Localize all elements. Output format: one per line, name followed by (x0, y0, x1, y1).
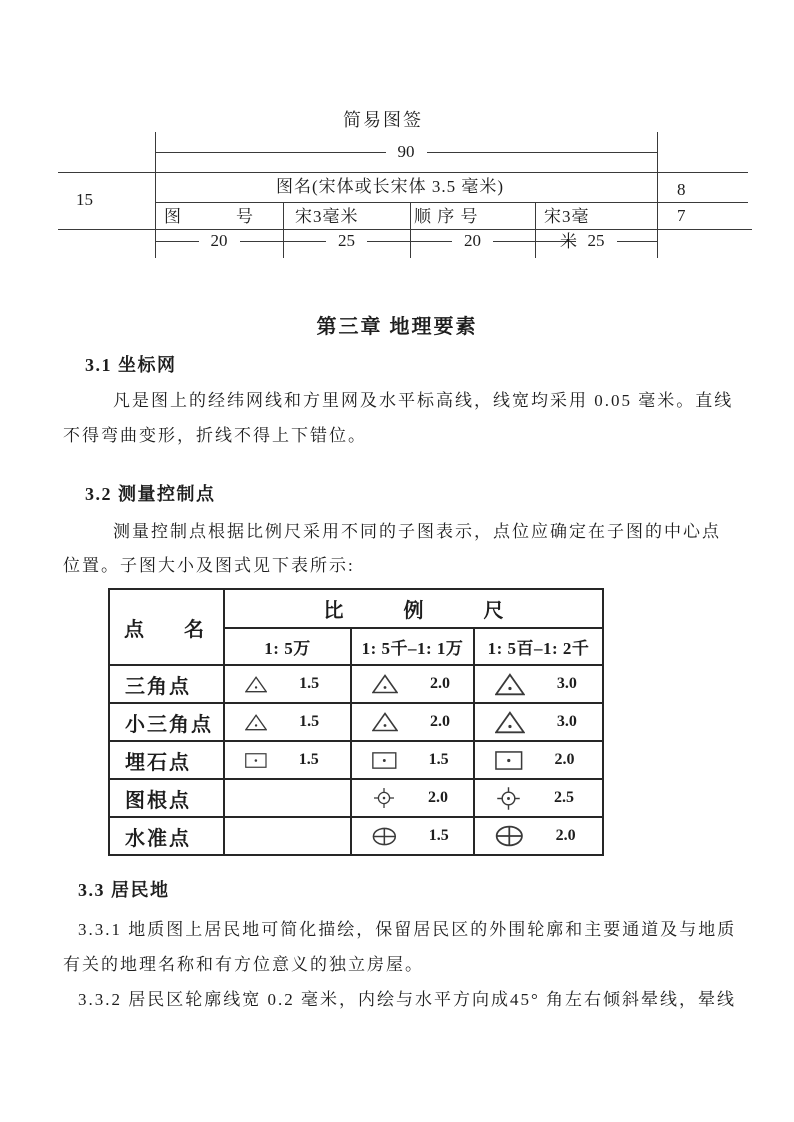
circle-cross-icon (495, 825, 524, 847)
symbol-size-value: 2.0 (428, 789, 448, 806)
symbol-with-size (372, 751, 473, 769)
symbol-with-size (245, 675, 350, 693)
square-dot-icon (372, 752, 397, 769)
symbol-with-size (245, 713, 350, 731)
symbol-with-size (495, 751, 602, 770)
symbol-with-size (372, 786, 473, 810)
sequence-number-cell: 顺 序 号 (414, 207, 479, 226)
symbol-cell (351, 703, 474, 741)
font-spec-cell-2: 宋3毫 (544, 207, 590, 226)
chapter-title: 第三章 地理要素 (316, 316, 478, 338)
font-spec-cell-1: 宋3毫米 (295, 207, 359, 226)
paragraph-line: 位置。子图大小及图式见下表所示: (63, 556, 355, 575)
diagram-middle-rule (155, 202, 748, 203)
symbol-cell (474, 703, 603, 741)
dim-line (155, 152, 386, 153)
paragraph-line: 凡是图上的经纬网线和方里网及水平标高线，线宽均采用 0.05 毫米。直线 (113, 391, 734, 410)
circle-cross-icon (372, 827, 397, 846)
table-header-row-1 (109, 589, 603, 628)
symbol-size-value: 1.5 (299, 713, 320, 730)
row1-height-label: 8 (677, 180, 686, 199)
point-name-cell: 三角点 (109, 665, 224, 703)
triangle-dot-icon (495, 711, 525, 734)
symbol-size-value: 2.5 (554, 789, 574, 806)
point-name-cell: 小三角点 (109, 703, 224, 741)
bottom-dim-value: 25 (587, 231, 605, 250)
wrapped-character: 米 (560, 232, 577, 251)
bottom-dim-value: 20 (210, 231, 228, 250)
triangle-dot-icon (245, 676, 267, 693)
diagram-title: 简易图签 (343, 110, 423, 130)
symbol-cell (474, 665, 603, 703)
point-name-cell: 埋石点 (109, 741, 224, 779)
triangle-dot-icon (245, 714, 267, 731)
width-dimension-value: 90 (397, 142, 415, 161)
section-3-1-heading: 3.1 坐标网 (85, 355, 177, 375)
control-point-table (108, 588, 604, 856)
paragraph-line: 3.3.1 地质图上居民地可简化描绘，保留居民区的外围轮廓和主要通道及与地质 (78, 920, 737, 939)
circle-tick-icon (372, 786, 396, 810)
symbol-cell (224, 817, 351, 855)
symbol-size-value: 1.5 (298, 751, 319, 768)
symbol-cell (474, 817, 603, 855)
diagram-right-vertical-line (657, 132, 658, 258)
symbol-with-size (245, 751, 350, 769)
paragraph-line: 不得弯曲变形，折线不得上下错位。 (63, 426, 367, 445)
point-name-cell: 水准点 (109, 817, 224, 855)
scale-col-header-1: 1: 5万 (224, 628, 351, 665)
row2-height-label: 7 (677, 206, 686, 225)
symbol-cell (224, 741, 351, 779)
symbol-with-size (495, 825, 602, 847)
paragraph-line: 有关的地理名称和有方位意义的独立房屋。 (63, 955, 424, 974)
table-row (109, 741, 603, 779)
triangle-dot-icon (372, 674, 398, 694)
symbol-with-size (495, 711, 602, 734)
symbol-cell (224, 703, 351, 741)
width-dimension-90 (155, 141, 657, 163)
bottom-dim-segment (410, 230, 535, 252)
symbol-size-value: 1.5 (428, 827, 449, 844)
bottom-dim-value: 20 (464, 231, 481, 250)
symbol-size-value: 1.5 (428, 751, 449, 768)
symbol-with-size (495, 673, 602, 696)
symbol-with-size (372, 827, 473, 846)
section-3-3-heading: 3.3 居民地 (78, 880, 170, 900)
table-row (109, 703, 603, 741)
symbol-cell (224, 665, 351, 703)
height-dimension-value: 15 (76, 190, 93, 209)
triangle-dot-icon (372, 712, 398, 732)
sheet-number-cell: 图 号 (164, 207, 254, 226)
table-row (109, 779, 603, 817)
symbol-cell (351, 741, 474, 779)
symbol-size-value: 3.0 (556, 713, 577, 730)
point-name-header: 点 名 (109, 589, 224, 665)
paragraph-line: 3.3.2 居民区轮廓线宽 0.2 毫米，内绘与水平方向成45° 角左右倾斜晕线，晕线 (78, 990, 737, 1009)
symbol-cell (351, 779, 474, 817)
symbol-size-value: 3.0 (556, 675, 577, 692)
square-dot-icon (245, 753, 267, 768)
bottom-dim-segment (155, 230, 283, 252)
symbol-cell (351, 817, 474, 855)
triangle-dot-icon (495, 673, 525, 696)
point-name-cell: 图根点 (109, 779, 224, 817)
bottom-dim-value: 25 (338, 231, 355, 250)
symbol-with-size (495, 785, 602, 812)
symbol-cell (474, 741, 603, 779)
bottom-dim-segment (535, 230, 657, 252)
bottom-dim-segment (283, 230, 410, 252)
circle-tick-icon (495, 785, 522, 812)
table-row (109, 817, 603, 855)
symbol-with-size (372, 712, 473, 732)
control-point-table-body (109, 665, 603, 855)
scale-col-header-2: 1: 5千–1: 1万 (351, 628, 474, 665)
paragraph-line: 测量控制点根据比例尺采用不同的子图表示，点位应确定在子图的中心点 (113, 522, 721, 541)
dim-line (427, 152, 658, 153)
symbol-cell (224, 779, 351, 817)
map-name-cell: 图名(宋体或长宋体 3.5 毫米) (275, 177, 505, 196)
symbol-size-value: 2.0 (430, 675, 450, 692)
symbol-cell (351, 665, 474, 703)
symbol-size-value: 2.0 (555, 827, 576, 844)
symbol-cell (474, 779, 603, 817)
scale-col-header-3: 1: 5百–1: 2千 (474, 628, 603, 665)
table-row (109, 665, 603, 703)
section-3-2-heading: 3.2 测量控制点 (85, 484, 216, 504)
symbol-with-size (372, 674, 473, 694)
symbol-size-value: 2.0 (554, 751, 575, 768)
symbol-size-value: 1.5 (299, 675, 320, 692)
scale-header: 比 例 尺 (224, 589, 603, 628)
square-dot-icon (495, 751, 523, 770)
symbol-size-value: 2.0 (430, 713, 450, 730)
